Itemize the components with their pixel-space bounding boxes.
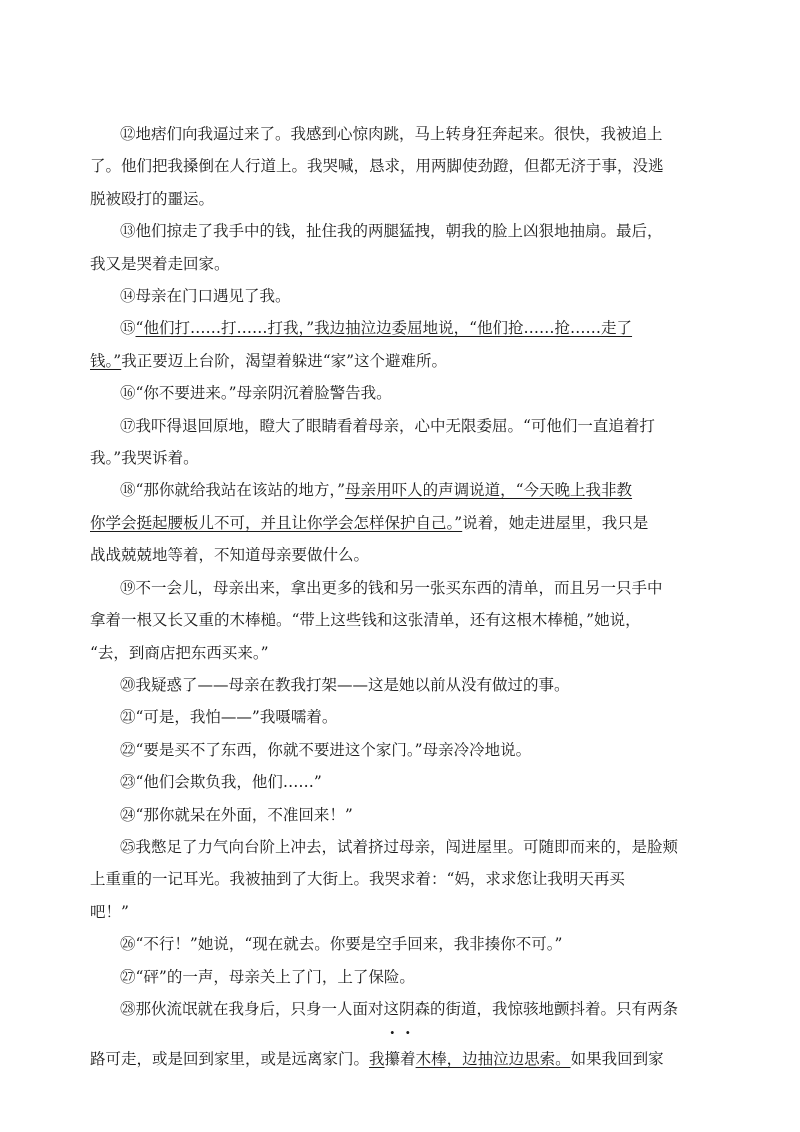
paragraph-28 (90, 993, 692, 1076)
text-line: ⑳我疑惑了——母亲在教我打架——这是她以前从没有做过的事。 (120, 675, 570, 694)
text-line: ⑯“你不要进来。”母亲阴沉着脸警告我。 (120, 384, 392, 403)
plain-text: 我正要迈上台阶，渴望着躲进“家”这个避难所。 (121, 351, 448, 370)
underlined-sentence: 母亲用吓人的声调说道，“今天晚上我非教 (345, 481, 633, 500)
paragraph-25 (90, 831, 692, 928)
paragraph-24 (90, 799, 692, 831)
paragraph-18 (90, 474, 692, 571)
text-line: ㉑“可是，我怕——”我嗫嚅着。 (120, 708, 338, 727)
paragraph-15 (90, 312, 692, 377)
text-line: ㉕我憋足了力气向台阶上冲去，试着挤过母亲，闯进屋里。可随即而来的，是脸颊 (120, 837, 679, 856)
text-line (90, 1043, 692, 1075)
text-line: ㉒“要是买不了东西，你就不要进这个家门。”母亲冷冷地说。 (120, 740, 532, 759)
paragraph-20 (90, 669, 692, 701)
underlined-word: 我 (369, 1050, 385, 1069)
text-line: 了。他们把我搡倒在人行道上。我哭喊，恳求，用两脚使劲蹬，但都无济于事，没逃 (90, 157, 664, 176)
text-line: ㉖“不行！”她说，“现在就去。你要是空手回来，我非揍你不可。” (120, 935, 563, 954)
text-line: ⑬他们掠走了我手中的钱，扯住我的两腿猛拽，朝我的脸上凶狠地抽扇。最后， (120, 222, 663, 241)
paragraph-21 (90, 701, 692, 733)
text-line: ⑲不一会儿，母亲出来，拿出更多的钱和另一张买东西的清单，而且另一只手中 (120, 578, 663, 597)
text-line: 拿着一根又长又重的木棒槌。“带上这些钱和这张清单，还有这根木棒槌，”她说， (90, 611, 641, 630)
text-line: 战战兢兢地等着，不知道母亲要做什么。 (90, 546, 370, 565)
plain-text: 说着，她走进屋里，我只是 (462, 513, 649, 532)
text-line: 脱被殴打的噩运。 (90, 189, 215, 208)
paragraph-12 (90, 118, 692, 215)
paragraph-26 (90, 928, 692, 960)
emphasis-dot-char: 攥 (384, 1050, 401, 1069)
plain-text: 如果我回到家 (570, 1050, 664, 1069)
text-line: ⑰我吓得退回原地，瞪大了眼睛看着母亲，心中无限委屈。“可他们一直追着打 (120, 416, 655, 435)
plain-text: ⑱“那你就给我站在该站的地方，” (120, 481, 346, 500)
paragraph-14 (90, 280, 692, 312)
paragraph-22 (90, 734, 692, 766)
underlined-sentence: 钱。” (90, 351, 122, 370)
paragraph-16 (90, 377, 692, 409)
underlined-word: 木棒，边抽泣边思索。 (415, 1050, 571, 1069)
text-line: ⑫地痞们向我逼过来了。我感到心惊肉跳，马上转身狂奔起来。很快，我被追上 (120, 125, 663, 143)
text-line: 我又是哭着走回家。 (90, 254, 230, 273)
text-line: ⑭母亲在门口遇见了我。 (120, 287, 291, 306)
underlined-sentence: “他们打……打……打我，”我边抽泣边委屈地说，“他们抢……抢……走了 (135, 319, 633, 338)
text-line (90, 507, 692, 539)
text-line: ㉗“砰”的一声，母亲关上了门，上了保险。 (120, 967, 415, 986)
paragraph-17 (90, 410, 692, 475)
text-line: “去，到商店把东西买来。” (90, 643, 269, 662)
text-line: ㉓“他们会欺负我，他们……” (120, 773, 322, 792)
text-line: 吧！” (90, 902, 129, 921)
text-line (90, 345, 692, 377)
text-line: ㉔“那你就呆在外面，不准回来！” (120, 805, 353, 824)
text-line (90, 312, 692, 344)
text-line (90, 474, 692, 506)
paragraph-13 (90, 215, 692, 280)
paragraph-19 (90, 572, 692, 669)
paragraph-number: ⑮ (120, 319, 136, 338)
paragraph-23 (90, 766, 692, 798)
text-line: 上重重的一记耳光。我被抽到了大街上。我哭求着：“妈，求求您让我明天再买 (90, 870, 625, 889)
plain-text: 路可走，或是回到家里，或是远离家门。 (90, 1050, 370, 1069)
underlined-sentence: 你学会挺起腰板儿不可，并且让你学会怎样保护自己。” (90, 513, 463, 532)
emphasis-dot-char: 着 (400, 1050, 416, 1069)
underlined-sentence (369, 1050, 571, 1068)
text-line: ㉘那伙流氓就在我身后，只身一人面对这阴森的街道，我惊骇地颤抖着。只有两条 (120, 999, 679, 1018)
text-line: 我。”我哭诉着。 (90, 449, 199, 468)
paragraph-27 (90, 961, 692, 993)
